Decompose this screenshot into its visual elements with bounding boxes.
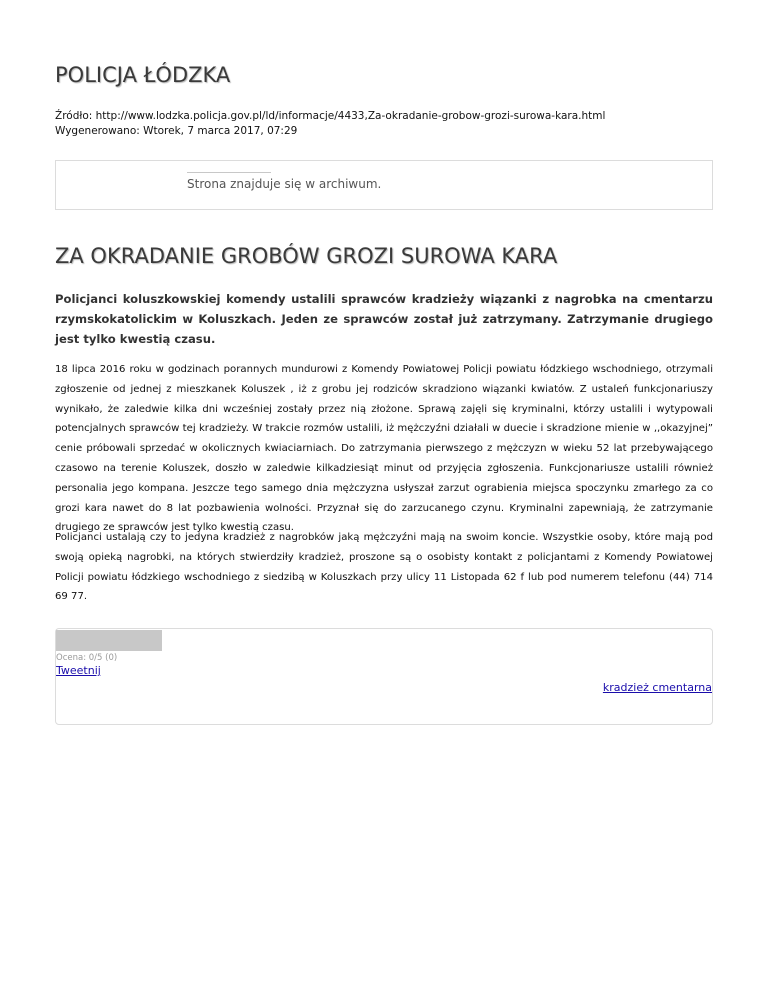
source-url-line: Źródło: http://www.lodzka.policja.gov.pl/ld/informacje/4433,Za-okradanie-grobow-grozi-surowa-kara.html [55, 110, 606, 122]
article-lead: Policjanci koluszkowskiej komendy ustalili sprawców kradzieży wiązanki z nagrobka na cmentarzu rzymskokatolickim w Koluszkach. Jeden ze sprawców został już zatrzymany. Zatrzymanie drugiego jest tylko kwestią czasu. [55, 292, 713, 346]
rating-share-box [55, 628, 713, 725]
archive-divider [187, 172, 271, 173]
rating-text: Ocena: 0/5 (0) [56, 653, 118, 663]
article-title: ZA OKRADANIE GROBÓW GROZI SUROWA KARA [55, 244, 558, 268]
source-info [55, 109, 605, 139]
article-paragraph: 18 lipca 2016 roku w godzinach porannych mundurowi z Komendy Powiatowej Policji powiatu łódzkiego wschodniego, otrzymali zgłoszenie od jednej z mieszkanek Koluszek , iż z grobu jej rodziców skradziono wiązanki kwiatów. Z ustaleń funkcjonariuszy wynikało, że zaledwie kilka dni wcześniej zostały przez nią złożone. Sprawą zajęli się kryminalni, którzy ustalili i wytypowali potencjalnych sprawców tej kradzieży. W trakcie rozmów ustalili, iż mężczyźni działali w duecie i skradzione mienie w ,,okazyjnej” cenie próbowali sprzedać w okolicznych kwiaciarniach. Do zatrzymania pierwszego z mężczyzn w wieku 52 lat przebywającego czasowo na terenie Koluszek, doszło w zaledwie kilkadziesiąt minut od przyjęcia zgłoszenia. Funkcjonariusze ustalili również personalia jego kompana. Jeszcze tego samego dnia mężczyzna usłyszał zarzut ograbienia miejsca spoczynku zmarłego za co grozi kara nawet do 8 lat pozbawienia wolności. Przyznał się do zarzucanego czynu. Kryminalni zapewniają, że zatrzymanie drugiego ze sprawców jest tylko kwestią czasu. [55, 364, 713, 534]
archive-notice-box [55, 160, 713, 210]
generated-date-line: Wygenerowano: Wtorek, 7 marca 2017, 07:29 [55, 125, 298, 137]
archive-notice-text: Strona znajduje się w archiwum. [187, 177, 382, 191]
site-title: POLICJA ŁÓDZKA [55, 63, 231, 87]
rating-stars-widget[interactable] [56, 630, 162, 651]
tag-link[interactable]: kradzież cmentarna [602, 681, 712, 694]
tweet-link[interactable]: Tweetnij [56, 664, 101, 677]
article-paragraph: Policjanci ustalają czy to jedyna kradzież z nagrobków jaką mężczyźni mają na swoim koncie. Wszystkie osoby, które mają pod swoją opieką nagrobki, na których stwierdziły kradzież, proszone są o osobisty kontakt z policjantami z Komendy Powiatowej Policji powiatu łódzkiego wschodniego z siedzibą w Koluszkach przy ulicy 11 Listopada 62 f lub pod numerem telefonu (44) 714 69 77. [55, 532, 713, 603]
